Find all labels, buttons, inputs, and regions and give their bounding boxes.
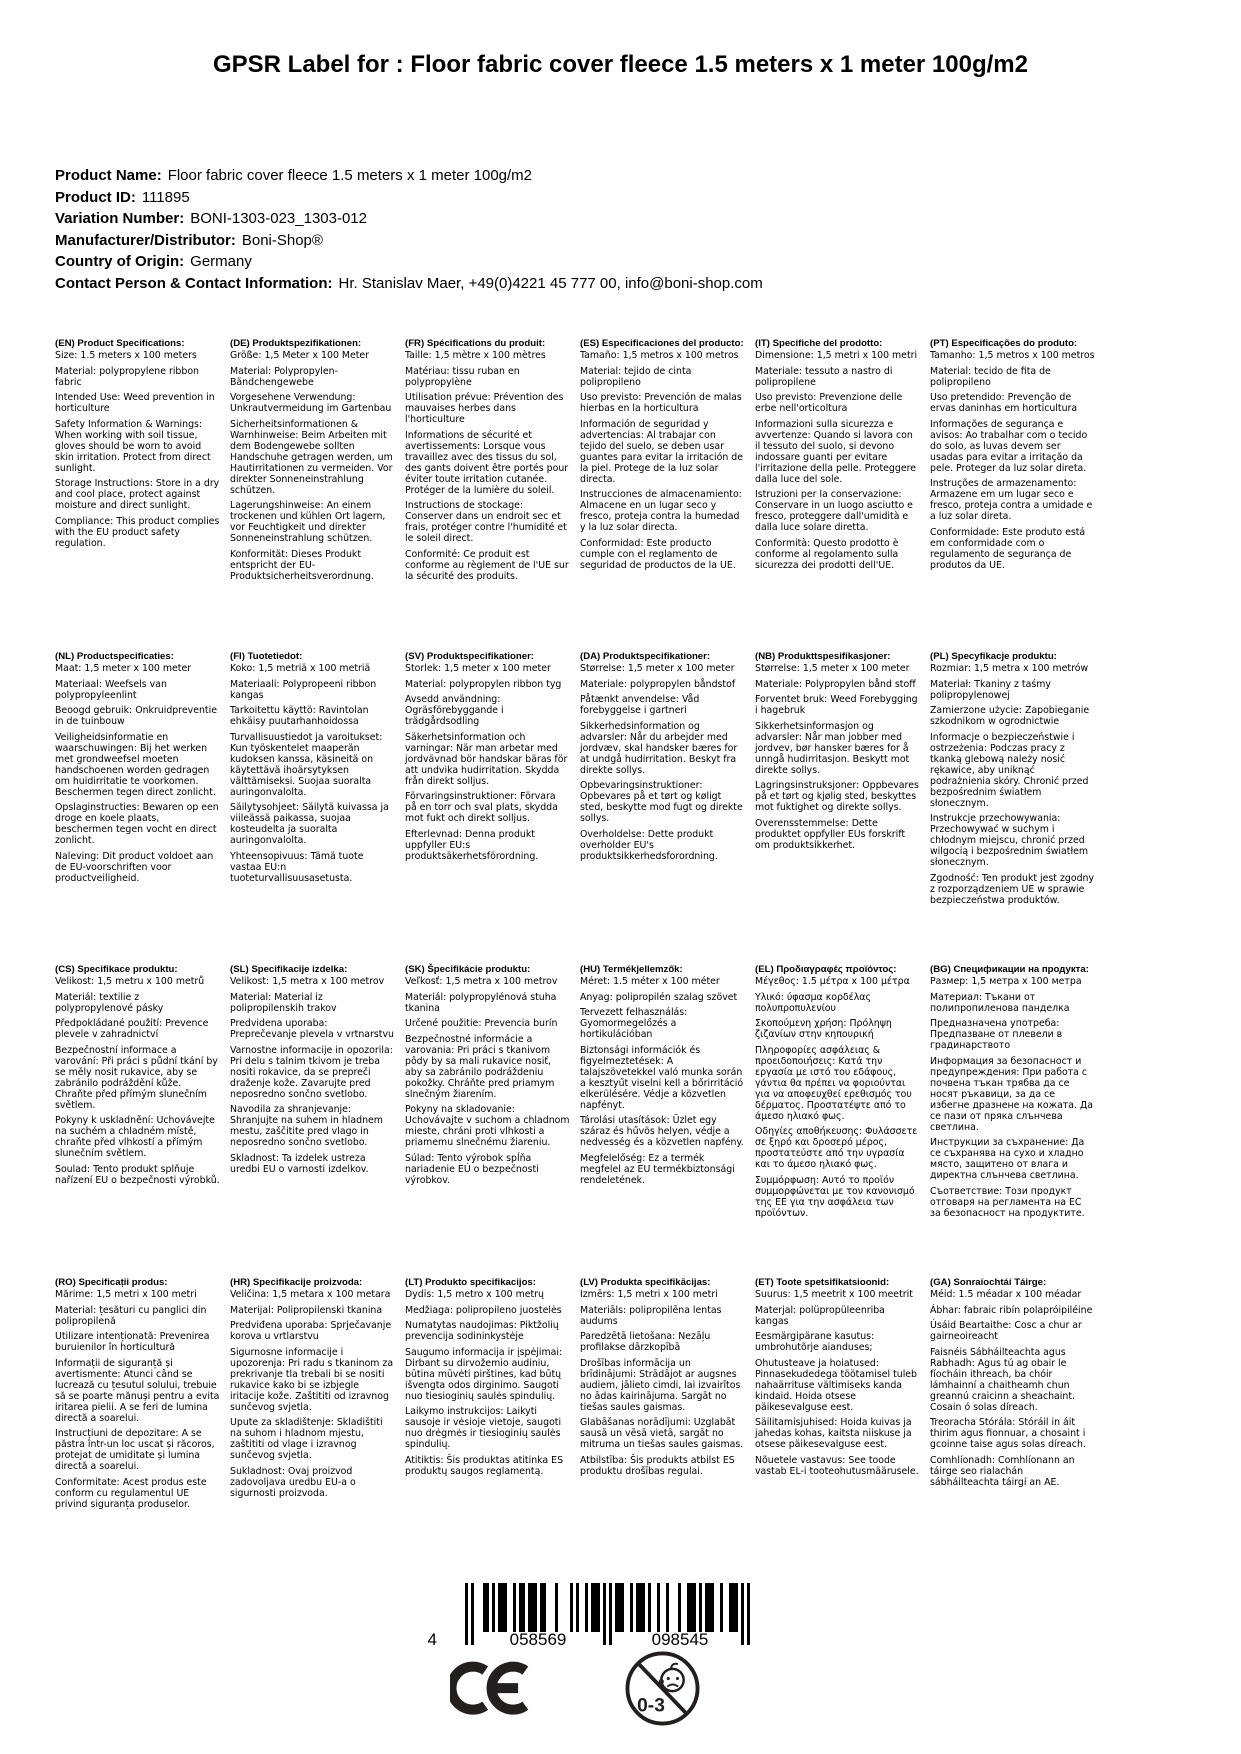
barcode-right-group: 098545 [651,1630,709,1649]
language-block-pl [930,651,1105,964]
spec-paragraph: Compliance: This product complies with the EU product safety regulation. [55,515,220,549]
language-block-heading: (NB) Produkttspesifikasjoner: [755,651,891,662]
spec-paragraph: Eesmärgipärane kasutus: umbrohutõrje aianduses; [755,1331,875,1353]
product-info-value: Floor fabric cover fleece 1.5 meters x 1 meter 100g/m2 [167,167,533,184]
product-info-row [55,187,1155,209]
spec-paragraph: Informações de segurança e avisos: Ao trabalhar com o tecido do solo, as luvas devem ser usadas para evitar a irritação da pele. Proteger da luz solar direta. [930,418,1088,474]
spec-paragraph: Efterlevnad: Denna produkt uppfyller EU:s produktsäkerhetsförordning. [405,828,539,862]
spec-paragraph: Conformidade: Este produto está em conformidade com o regulamento de segurança de produtos da UE. [930,526,1086,571]
spec-paragraph: Medžiaga: polipropileno juostelės [405,1304,562,1316]
language-block-hr [230,1277,405,1514]
spec-paragraph: Beoogd gebruik: Onkruidpreventie in de tuinbouw [55,705,217,727]
language-block-bg [930,964,1105,1277]
spec-paragraph: Storlek: 1,5 meter x 100 meter [405,663,551,674]
spec-paragraph: Naleving: Dit product voldoet aan de EU-voorschriften voor productveiligheid. [55,850,214,884]
language-block-nl [55,651,230,964]
language-block-el [755,964,930,1277]
language-block-lt [405,1277,580,1514]
spec-paragraph: Material: Material iz polipropilenskih trakov [230,991,337,1014]
spec-paragraph: Material: țesături cu panglici din polipropilenă [55,1304,207,1327]
spec-paragraph: Förvaringsinstruktioner: Förvara på en torr och sval plats, skydda mot fukt och direkt solljus. [405,791,558,824]
spec-paragraph: Biztonsági információk és figyelmeztetések: A talajszövetekkel való munka során a kesztyűt viselni kell a bőrirritáció elkerülésére. Védje a közvetlen napfényt. [580,1044,744,1111]
language-block-fi [230,651,405,964]
spec-paragraph: Veľkosť: 1,5 metra x 100 metrov [405,976,558,987]
spec-paragraph: Säilytysohjeet: Säilytä kuivassa ja viileässä paikassa, suojaa kosteudelta ja suoralta auringonvalolta. [230,802,389,846]
spec-paragraph: Materiale: polypropylen båndstof [580,678,736,690]
language-block-ro [55,1277,230,1514]
spec-paragraph: Materiał: Tkaniny z taśmy polipropylenowej [930,678,1051,701]
spec-paragraph: Úsáid Beartaithe: Cosc a chur ar gairneoireacht [930,1320,1082,1342]
spec-paragraph: Инструкции за съхранение: Да се съхранява на сухо и хладно място, защитено от влага и директна слънчева светлина. [930,1137,1085,1181]
barcode-left-group: 058569 [509,1630,567,1649]
spec-paragraph: Material: Polypropylen-Bändchengewebe [230,365,338,388]
language-block-lv [580,1277,755,1514]
spec-paragraph: Informacje o bezpieczeństwie i ostrzeżenia: Podczas pracy z tkanką glebową należy nosić rękawice, aby uniknąć podrażnienia skóry. Chronić przed bezpośrednim światłem słonecznym. [930,731,1089,809]
spec-paragraph: Nõuetele vastavus: See toode vastab EL-i tooteohutusmäärusele. [755,1454,919,1477]
spec-paragraph: Ábhar: fabraic ribín polapróipiléine [930,1304,1093,1316]
spec-paragraph: Taille: 1,5 mètre x 100 mètres [405,350,546,361]
spec-paragraph: Faisnéis Sábháilteachta agus Rabhadh: Agus tú ag obair le fíocháin ithreach, ba chóir lámhainní a chaitheamh chun greannú craicinn a sheachaint. Cosain ó solas díreach. [930,1346,1076,1413]
spec-paragraph: Materiale: Polypropylen bånd stoff [755,678,916,690]
spec-paragraph: Numatytas naudojimas: Piktžolių prevencija sodininkystėje [405,1320,559,1342]
product-info-value: BONI-1303-023_1303-012 [190,210,367,227]
language-block-hu [580,964,755,1277]
spec-paragraph: Avsedd användning: Ogräsförebyggande i trädgårdsodling [405,694,504,727]
spec-paragraph: Sikkerhetsinformasjon og advarsler: Når man jobber med jordvev, bør hansker bæres for å unngå hudirritasjon. Beskytt mot direkte sollys. [755,720,910,776]
spec-paragraph: Οδηγίες αποθήκευσης: Φυλάσσετε σε ξηρό και δροσερό μέρος, προστατεύστε από την υγρασία και το άμεσο ηλιακό φως. [755,1126,918,1170]
language-block-heading: (IT) Specifiche del prodotto: [755,338,883,349]
product-info-value: Hr. Stanislav Maer, +49(0)4221 45 777 00, info@boni-shop.com [338,274,763,292]
ean13-barcode [427,1583,763,1653]
spec-paragraph: Dydis: 1,5 metro x 100 metrų [405,1289,544,1300]
spec-paragraph: Lagringsinstruksjoner: Oppbevares på et tørt og kjølig sted, beskyttes mot fuktighet og direkte sollys. [755,780,919,813]
spec-paragraph: Материал: Тъкани от полипропиленова панделка [930,991,1070,1014]
spec-paragraph: Rozmiar: 1,5 metra x 100 metrów [930,663,1089,674]
spec-paragraph: Comhlíonadh: Comhlíonann an táirge seo rialachán sábháilteachta táirgí an AE. [930,1454,1075,1488]
spec-paragraph: Størrelse: 1,5 meter x 100 meter [755,663,910,674]
spec-paragraph: Súlad: Tento výrobok spĺňa nariadenie EÚ o bezpečnosti výrobkov. [405,1152,539,1186]
spec-paragraph: Materiale: tessuto a nastro di polipropilene [755,365,893,388]
language-block-heading: (CS) Specifikace produktu: [55,964,178,975]
spec-paragraph: Påtænkt anvendelse: Våd forebyggelse i gartneri [580,694,700,716]
ce-mark-icon [450,1658,536,1723]
spec-paragraph: Material: tecido de fita de polipropileno [930,365,1051,388]
spec-paragraph: Yhteensopivuus: Tämä tuote vastaa EU:n tuoteturvallisuusasetusta. [230,850,364,884]
product-info-row [55,208,1155,230]
product-info-label: Product Name: [55,167,162,184]
language-block-et [755,1277,930,1514]
spec-paragraph: Treoracha Stórála: Stóráil in áit thirim agus fionnuar, a chosaint i gcoinne taise agus solas díreach. [930,1417,1086,1450]
spec-paragraph: Materjal: polüpropüleenriba kangas [755,1304,885,1327]
language-block-heading: (PT) Especificações do produto: [930,338,1078,349]
spec-paragraph: Sukladnost: Ovaj proizvod zadovoljava uredbu EU-a o sigurnosti proizvoda. [230,1465,356,1499]
spec-paragraph: Предназначена употреба: Предпазване от плевели в градинарството [930,1018,1063,1051]
product-info-row [55,165,1155,187]
spec-paragraph: Předpokládané použití: Prevence plevele v zahradnictví [55,1018,209,1040]
language-block-en [55,338,230,651]
language-block-nb [755,651,930,964]
spec-paragraph: Bezpečnostné informácie a varovania: Pri práci s tkanivom pôdy by sa mali rukavice nosiť, aby sa zabránilo podráždeniu pokožky. Chráňte pred priamym slnečným žiarením. [405,1033,555,1100]
spec-paragraph: Paredzētā lietošana: Nezāļu profilakse dārzkopībā [580,1331,711,1353]
spec-paragraph: Informații de siguranță și avertismente: Atunci când se lucrează cu țesutul solului, trebuie să se poarte mănuși pentru a evita iritarea pielii. A se feri de lumina directă a soarelui. [55,1357,220,1424]
language-block-sk [405,964,580,1277]
spec-paragraph: Sigurnosne informacije i upozorenja: Pri radu s tkaninom za prekrivanje tla trebali bi se nositi rukavice kako bi se izbjegle iritacije kože. Zaštititi od izravnog sunčevog svjetla. [230,1346,394,1413]
language-block-heading: (PL) Specyfikacje produktu: [930,651,1057,662]
spec-paragraph: Méid: 1.5 méadar x 100 méadar [930,1289,1082,1300]
spec-paragraph: Tárolási utasítások: Üzlet egy száraz és hűvös helyen, védje a nedvesség és a közvetlen napfény. [580,1115,744,1148]
spec-paragraph: Размер: 1,5 метра x 100 метра [930,976,1082,987]
language-block-heading: (EL) Προδιαγραφές προϊόντος: [755,964,897,975]
language-block-heading: (DA) Produktspecifikationer: [580,651,711,662]
spec-paragraph: Veiligheidsinformatie en waarschuwingen: Bij het werken met grondweefsel moeten handschoenen worden gedragen om huidirritatie te voorkomen. Beschermen tegen direct zonlicht. [55,731,216,798]
spec-paragraph: Instructions de stockage: Conserver dans un endroit sec et frais, protéger contre l'humidité et le soleil direct. [405,500,567,544]
spec-paragraph: Pokyny k uskladnění: Uchovávejte na suchém a chladném místě, chraňte před vlhkostí a přímým slunečním světlem. [55,1115,215,1159]
spec-paragraph: Materiál: textilie z polypropylenové pásky [55,991,164,1014]
spec-paragraph: Laikymo instrukcijos: Laikyti sausoje ir vėsioje vietoje, saugoti nuo drėgmės ir tiesioginių saulės spindulių. [405,1406,562,1450]
spec-paragraph: Skladnost: Ta izdelek ustreza uredbi EU o varnosti izdelkov. [230,1152,369,1175]
spec-paragraph: Υλικό: ύφασμα κορδέλας πολυπροπυλενίου [755,991,871,1014]
spec-paragraph: Turvallisuustiedot ja varoitukset: Kun työskentelet maaperän kudoksen kanssa, käsineitä on käytettävä ihoärsytyksen välttämiseksi. Suojaa suoralta auringonvalolta. [230,731,383,798]
language-block-heading: (SK) Špecifikácie produktu: [405,964,531,975]
spec-paragraph: Material: tejido de cinta polipropileno [580,365,692,388]
spec-paragraph: Drošības informācija un brīdinājumi: Strādājot ar augsnes audiem, jālieto cimdi, lai izvairītos no ādas kairinājuma. Sargāt no tiešas saules gaismas. [580,1357,741,1413]
spec-paragraph: Pokyny na skladovanie: Uchovávajte v suchom a chladnom mieste, chráni proti vlhkosti a priamemu slnečnému žiareniu. [405,1104,570,1148]
spec-paragraph: Informations de sécurité et avertissements: Lorsque vous travaillez avec des tissus du sol, des gants doivent être portés pour éviter toute irritation cutanée. Protéger de la lumière du soleil. [405,429,569,496]
product-info-label: Contact Person & Contact Information: [55,274,333,292]
spec-paragraph: Instrucciones de almacenamiento: Almacene en un lugar seco y fresco, proteja contra la humedad y la luz solar directa. [580,489,742,533]
spec-paragraph: Conformidad: Este producto cumple con el reglamento de seguridad de productos de la UE. [580,537,736,571]
spec-paragraph: Sicherheitsinformationen & Warnhinweise: Beim Arbeiten mit dem Bodengewebe sollten Handschuhe getragen werden, um Hautirritationen zu vermeiden. Vor direkter Sonneneinstrahlung schützen. [230,418,393,496]
language-block-ga [930,1277,1105,1514]
language-block-sl [230,964,405,1277]
spec-paragraph: Uso pretendido: Prevenção de ervas daninhas em horticultura [930,392,1078,414]
product-info-label: Country of Origin: [55,253,185,270]
spec-paragraph: Συμμόρφωση: Αυτό το προϊόν συμμορφώνεται με τον κανονισμό της ΕΕ για την ασφάλεια των προϊόντων. [755,1174,915,1219]
language-block-sv [405,651,580,964]
spec-paragraph: Opbevaringsinstruktioner: Opbevares på et tørt og køligt sted, beskytte mod fugt og direkte sollys. [580,780,743,824]
spec-paragraph: Materiál: polypropylénová stuha tkanina [405,991,557,1014]
language-block-heading: (SL) Specifikacije izdelka: [230,964,348,975]
page-title-text: GPSR Label for : Floor fabric cover fleece 1.5 meters x 1 meter 100g/m2 [212,51,1028,78]
spec-paragraph: Veličina: 1,5 metara x 100 metara [230,1289,391,1300]
spec-paragraph: Navodila za shranjevanje: Shranjujte na suhem in hladnem mestu, zaščitite pred vlago in neposredno sončno svetlobo. [230,1104,383,1148]
page-title [0,50,1241,80]
spec-paragraph: Velikost: 1,5 metra x 100 metrov [230,976,385,987]
spec-paragraph: Instrukcje przechowywania: Przechowywać w suchym i chłodnym miejscu, chronić przed wilgocią i bezpośrednim światłem słonecznym. [930,813,1089,868]
spec-paragraph: Koko: 1,5 metriä x 100 metriä [230,663,371,674]
spec-paragraph: Instruções de armazenamento: Armazene em um lugar seco e fresco, proteja contra a umidade e a luz solar direta. [930,478,1093,522]
language-block-heading: (DE) Produktspezifikationen: [230,338,362,349]
spec-paragraph: Megfelelőség: Ez a termék megfelel az EU termékbiztonsági rendeletének. [580,1152,735,1186]
spec-paragraph: Forventet bruk: Weed Forebygging i hagebruk [755,694,918,716]
spec-paragraph: Съответствие: Този продукт отговаря на регламента на ЕС за безопасност на продуктите. [930,1185,1085,1219]
language-block-es [580,338,755,651]
spec-paragraph: Overensstemmelse: Dette produktet oppfyller EUs forskrift om produktsikkerhet. [755,817,906,851]
spec-paragraph: Conformitate: Acest produs este conform cu regulamentul UE privind siguranța produselor. [55,1476,207,1510]
spec-paragraph: Uso previsto: Prevención de malas hierbas en la horticultura [580,392,742,414]
spec-paragraph: Säilitamisjuhised: Hoida kuivas ja jahedas kohas, kaitsta niiskuse ja otsese päikesevalguse eest. [755,1417,912,1450]
language-block-fr [405,338,580,651]
spec-paragraph: Material: polypropylen ribbon tyg [405,678,562,690]
spec-paragraph: Určené použitie: Prevencia burín [405,1018,558,1029]
spec-paragraph: Μέγεθος: 1.5 μέτρα x 100 μέτρα [755,976,910,987]
spec-paragraph: Информация за безопасност и предупреждения: При работа с почвена тъкан трябва да се носят ръкавици, за да се избегне дразнене на кожата. Да се пази от пряка слънчева светлина. [930,1055,1094,1133]
product-info-label: Product ID: [55,188,136,206]
spec-paragraph: Tarkoitettu käyttö: Ravintolan ehkäisy puutarhanhoidossa [230,705,369,727]
product-info-row [55,251,1155,273]
spec-paragraph: Conformité: Ce produit est conforme au règlement de l'UE sur la sécurité des produits. [405,548,569,582]
language-block-heading: (HR) Specifikacije proizvoda: [230,1277,363,1288]
spec-paragraph: Sikkerhedsinformation og advarsler: Når du arbejder med jordvæv, skal handsker bæres for at undgå hudirritation. Beskyt fra direkte sollys. [580,720,738,776]
age-warning-label: 0-3 [637,1695,665,1717]
spec-paragraph: Méret: 1.5 méter x 100 méter [580,976,720,987]
spec-paragraph: Dimensione: 1,5 metri x 100 metri [755,350,918,361]
product-info [55,165,1155,294]
spec-paragraph: Ohutusteave ja hoiatused: Pinnasekudedega töötamisel tuleb nahaärrituse vältimiseks kanda kindaid. Hoida otsese päikesevalguse eest. [755,1357,918,1413]
spec-paragraph: Tamanho: 1,5 metros x 100 metros [930,350,1095,361]
language-block-pt [930,338,1105,651]
product-info-value: Boni-Shop® [241,231,323,249]
spec-paragraph: Πληροφορίες ασφάλειας & προειδοποιήσεις: Κατά την εργασία με ιστό του εδάφους, γάντια θα πρέπει να φοριούνται για να αποφευχθεί ερεθισμός του δέρματος. Προστατέψτε από το άμεσο ηλιακό φως. [755,1044,912,1122]
product-info-value: Germany [190,253,252,270]
spec-paragraph: Upute za skladištenje: Skladištiti na suhom i hladnom mjestu, zaštititi od vlage i izravnog sunčevog svjetla. [230,1417,383,1461]
spec-paragraph: Matériau: tissu ruban en polypropylène [405,365,520,388]
product-info-value: 111895 [141,188,190,206]
spec-paragraph: Instrucțiuni de depozitare: A se păstra într-un loc uscat și răcoros, protejat de umiditate și lumina directă a soarelui. [55,1428,215,1472]
language-block-heading: (LT) Produkto specifikacijos: [405,1277,536,1288]
spec-paragraph: Maat: 1,5 meter x 100 meter [55,663,192,674]
language-block-heading: (FR) Spécifications du produit: [405,338,546,349]
spec-paragraph: Lagerungshinweise: An einem trockenen und kühlen Ort lagern, vor Feuchtigkeit und direkter Sonneneinstrahlung schützen. [230,500,386,544]
language-block-it [755,338,930,651]
spec-paragraph: Suurus: 1,5 meetrit x 100 meetrit [755,1289,913,1300]
product-info-row [55,273,1155,295]
spec-paragraph: Säkerhetsinformation och varningar: När man arbetar med jordvävnad bör handskar bäras för att undvika hudirritation. Skydda från direkt solljus. [405,731,568,787]
spec-paragraph: Größe: 1,5 Meter x 100 Meter [230,350,370,361]
spec-paragraph: Zamierzone użycie: Zapobieganie szkodnikom w ogrodnictwie [930,705,1090,727]
spec-paragraph: Størrelse: 1,5 meter x 100 meter [580,663,735,674]
spec-paragraph: Izmērs: 1,5 metri x 100 metri [580,1289,718,1300]
spec-paragraph: Uso previsto: Prevenzione delle erbe nell'orticoltura [755,392,903,414]
language-block-heading: (SV) Produktspecifikationer: [405,651,535,662]
spec-paragraph: Informazioni sulla sicurezza e avvertenze: Quando si lavora con il tessuto del suolo, si devono indossare guanti per evitare l'irritazione della pelle. Proteggere dalla luce del sole. [755,418,917,485]
spec-paragraph: Material: polypropylene ribbon fabric [55,365,199,388]
spec-paragraph: Predviđena uporaba: Sprječavanje korova u vrtlarstvu [230,1320,392,1342]
language-block-cs [55,964,230,1277]
language-block-heading: (GA) Sonraíochtáí Táirge: [930,1277,1047,1288]
spec-paragraph: Tervezett felhasználás: Gyomormegelőzés a hortikulációban [580,1007,688,1040]
spec-paragraph: Bezpečnostní informace a varování: Při práci s půdní tkání by se měly nosit rukavice, aby se zabránilo podráždění kůže. Chraňte před přímým slunečním světlem. [55,1044,218,1111]
language-block-heading: (HU) Termékjellemzők: [580,964,683,975]
spec-paragraph: Varnostne informacije in opozorila: Pri delu s talnim tkivom je treba nositi rokavice, da se prepreči draženje kože. Zavarujte pred neposredno sončno svetlobo. [230,1044,393,1100]
spec-paragraph: Materiaali: Polypropeeni ribbon kangas [230,678,377,701]
spec-paragraph: Materijal: Polipropilenski tkanina [230,1304,383,1316]
spec-paragraph: Storage Instructions: Store in a dry and cool place, protect against moisture and direct sunlight. [55,478,220,511]
language-block-heading: (BG) Спецификации на продукта: [930,964,1089,975]
spec-paragraph: Vorgesehene Verwendung: Unkrautvermeidung im Gartenbau [230,392,392,414]
language-block-heading: (ET) Toote spetsifikatsioonid: [755,1277,890,1288]
product-info-row [55,230,1155,252]
language-block-heading: (ES) Especificaciones del producto: [580,338,744,349]
product-info-label: Manufacturer/Distributor: [55,231,236,249]
language-block-heading: (FI) Tuotetiedot: [230,651,303,662]
spec-paragraph: Glabāšanas norādījumi: Uzglabāt sausā un vēsā vietā, sargāt no mitruma un tiešas saules gaismas. [580,1417,744,1450]
spec-paragraph: Intended Use: Weed prevention in horticulture [55,392,215,414]
spec-paragraph: Size: 1.5 meters x 100 meters [55,350,197,361]
spec-paragraph: Overholdelse: Dette produkt overholder EU's produktsikkerhedsforordning. [580,828,718,862]
spec-paragraph: Velikost: 1,5 metru x 100 metrů [55,976,205,987]
language-block-heading: (NL) Productspecificaties: [55,651,174,662]
language-block-heading: (EN) Product Specifications: [55,338,185,349]
spec-paragraph: Conformità: Questo prodotto è conforme al regolamento sulla sicurezza dei prodotti dell'UE. [755,537,899,571]
language-block-de [230,338,405,651]
spec-paragraph: Materiāls: polipropilēna lentas audums [580,1304,722,1327]
spec-paragraph: Soulad: Tento produkt splňuje nařízení EU o bezpečnosti výrobků. [55,1163,220,1186]
language-specs-grid [55,338,1105,1514]
language-block-heading: (LV) Produkta specifikācijas: [580,1277,711,1288]
spec-paragraph: Konformität: Dieses Produkt entspricht der EU-Produktsicherheitsverordnung. [230,548,374,582]
spec-paragraph: Tamaño: 1,5 metros x 100 metros [580,350,739,361]
spec-paragraph: Utilisation prévue: Prévention des mauvaises herbes dans l'horticulture [405,392,564,425]
spec-paragraph: Zgodność: Ten produkt jest zgodny z rozporządzeniem UE w sprawie bezpieczeństwa produktów. [930,872,1095,906]
spec-paragraph: Istruzioni per la conservazione: Conservare in un luogo asciutto e fresco, proteggere dall'umidità e dalla luce solare diretta. [755,489,913,533]
spec-paragraph: Atitiktis: Šis produktas atitinka ES produktų saugos reglamentą. [405,1454,564,1477]
language-block-heading: (RO) Specificații produs: [55,1277,168,1288]
spec-paragraph: Saugumo informacija ir įspėjimai: Dirbant su dirvožemio audiniu, būtina mūvėti pirštines, kad būtų išvengta odos dirginimo. Saugoti nuo tiesioginių saulės spindulių. [405,1346,563,1402]
age-warning-0-3-icon [624,1650,701,1731]
spec-paragraph: Utilizare intenționată: Prevenirea buruienilor în horticultură [55,1331,210,1353]
barcode-first-digit: 4 [427,1630,437,1649]
spec-paragraph: Atbilstība: Šis produkts atbilst ES produktu drošības regulai. [580,1454,735,1477]
spec-paragraph: Σκοπούμενη χρήση: Πρόληψη ζιζανίων στην κηπουρική [755,1018,892,1040]
product-info-label: Variation Number: [55,210,185,227]
spec-paragraph: Información de seguridad y advertencias: Al trabajar con tejido del suelo, se deben usar guantes para evitar la irritación de la piel. Protege de la luz solar directa. [580,418,743,485]
spec-paragraph: Anyag: polipropilén szalag szövet [580,991,738,1003]
language-block-da [580,651,755,964]
spec-paragraph: Safety Information & Warnings: When working with soil tissue, gloves should be worn to avoid skin irritation. Protect from direct sunlight. [55,418,211,474]
spec-paragraph: Mărime: 1,5 metri x 100 metri [55,1289,197,1300]
spec-paragraph: Predvidena uporaba: Preprečevanje plevela v vrtnarstvu [230,1018,394,1040]
spec-paragraph: Materiaal: Weefsels van polypropyleenlint [55,678,167,701]
spec-paragraph: Opslaginstructies: Bewaren op een droge en koele plaats, beschermen tegen vocht en direct zonlicht. [55,802,219,846]
